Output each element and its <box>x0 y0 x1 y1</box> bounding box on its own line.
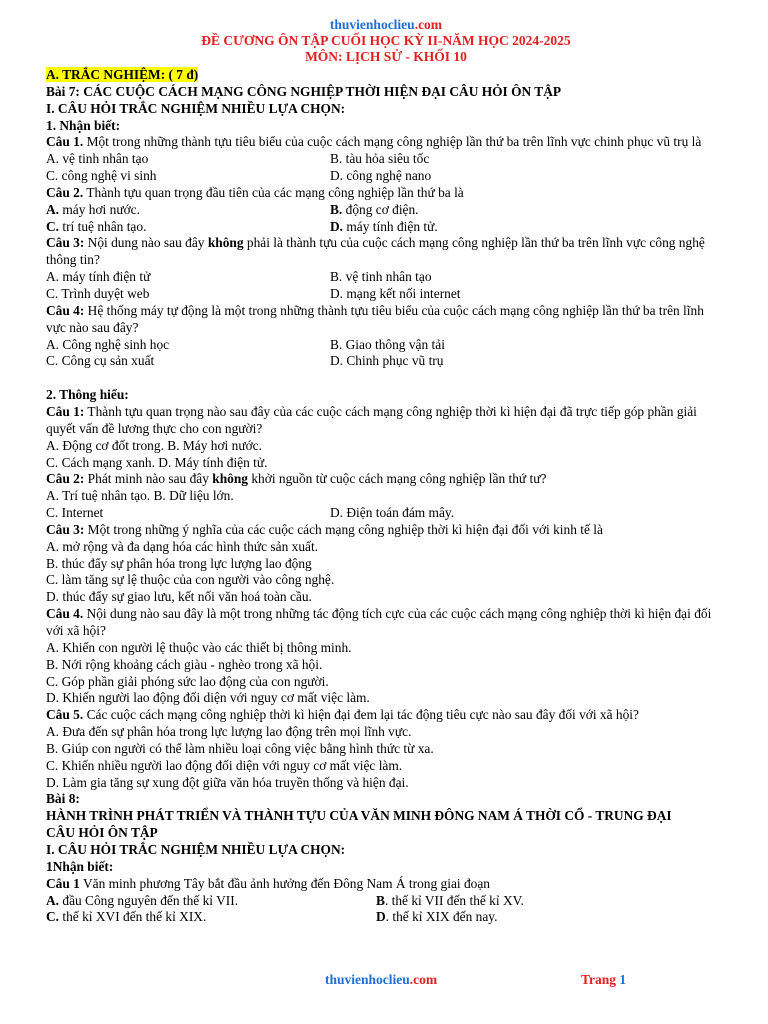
answer-letter: A. <box>46 201 60 217</box>
bai7-section: I. CÂU HỎI TRẮC NGHIỆM NHIỀU LỰA CHỌN: <box>46 100 346 116</box>
answer-b: B. thúc đẩy sự phân hóa trong lực lượng lao động <box>46 555 312 571</box>
answer-row <box>46 151 726 168</box>
answer-b: động cơ điện. <box>342 201 419 217</box>
question-label: Câu 3: <box>46 235 85 251</box>
question-text: Thành tựu quan trọng nào sau đây của các cuộc cách mạng công nghiệp thời kì hiện đại đã trực tiếp góp phần giải quyết vấn đề lương thực cho con người? <box>46 404 697 436</box>
question-th-5 <box>46 707 726 724</box>
question-text: Thành tựu quan trọng đầu tiên của các mạng công nghiệp lần thứ ba là <box>83 184 464 200</box>
answer-row <box>46 168 726 185</box>
spacer <box>46 370 726 387</box>
answer-row <box>46 219 726 236</box>
question-4 <box>46 303 726 337</box>
bai7-nhanbiet: 1. Nhận biết: <box>46 117 121 133</box>
answer-c: trí tuệ nhân tạo. <box>59 218 147 234</box>
answer-c: thế kỉ XVI đến thế kỉ XIX. <box>59 909 207 925</box>
question-3 <box>46 235 726 269</box>
question-label: Câu 2: <box>46 471 85 487</box>
question-th-4 <box>46 606 726 640</box>
answer-a: A. Khiến con người lệ thuộc vào các thiết bị thông minh. <box>46 639 352 655</box>
answer-d: D. Khiến người lao động đối diện với nguy cơ mất việc làm. <box>46 690 370 706</box>
footer-site-name[interactable]: thuvienhoclieu <box>325 972 410 987</box>
answer-d: D. Điện toán đám mây. <box>330 505 455 521</box>
question-th-2 <box>46 471 726 488</box>
question-label: Câu 1 <box>46 875 80 891</box>
question-text: Nội dung nào sau đây <box>84 235 208 251</box>
bai8-label: Bài 8: <box>46 791 80 807</box>
question-text: Phát minh nào sau đây <box>84 471 213 487</box>
answer-c: C. Công cụ sản xuất <box>46 353 155 369</box>
answer-a: A. vệ tinh nhân tạo <box>46 151 149 167</box>
question-label: Câu 4: <box>46 302 85 318</box>
answer-c: C. Khiến nhiều người lao động đối diện với nguy cơ mất việc làm. <box>46 757 403 773</box>
answer-row <box>46 353 726 370</box>
page-label: Trang <box>581 972 620 987</box>
answer-a: A. mở rộng và đa dạng hóa các hình thức sản xuất. <box>46 538 319 554</box>
question-text: phải là thành tựu của cuộc cách mạng công nghiệp lần thứ ba trên lĩnh vực công nghệ thông tin? <box>46 235 705 268</box>
answer-letter: A. <box>46 892 60 908</box>
question-label: Câu 5. <box>46 707 84 723</box>
answer-c: C. Internet <box>46 505 104 521</box>
answer-c: C. làm tăng sự lệ thuộc của con người vào công nghệ. <box>46 572 335 588</box>
page-number <box>581 972 626 988</box>
question-text: Một trong những ý nghĩa của các cuộc cách mạng công nghiệp thời kì hiện đại đối với kinh tế là <box>84 521 603 537</box>
question-th-1 <box>46 404 726 438</box>
answer-d: D. thúc đẩy sự giao lưu, kết nối văn hoá toàn cầu. <box>46 589 312 605</box>
question-text: Một trong những thành tựu tiêu biểu của cuộc cách mạng công nghiệp lần thứ ba trên lĩnh vực chinh phục vũ trụ là <box>83 134 702 150</box>
answer-d: D. Chinh phục vũ trụ <box>330 353 444 369</box>
answer-letter: D. <box>330 218 344 234</box>
question-text: Nội dung nào sau đây là một trong những tác động tích cực của các cuộc cách mạng công nghiệp thời kì hiện đại đối với xã hội? <box>46 606 712 638</box>
answer-b: B. tàu hỏa siêu tốc <box>330 151 430 167</box>
question-text: khởi nguồn từ cuộc cách mạng công nghiệp lần thứ tư? <box>248 471 547 487</box>
question-label: Câu 4. <box>46 606 84 622</box>
bai8-nhanbiet: 1Nhận biết: <box>46 858 114 874</box>
keyword-khong: không <box>212 471 248 487</box>
answer-letter: C. <box>46 218 60 234</box>
question-label: Câu 1. <box>46 134 84 150</box>
answer-row <box>46 505 726 522</box>
answer-b: B. vệ tinh nhân tạo <box>330 269 432 285</box>
answer-d: D. Làm gia tăng sự xung đột giữa văn hóa truyền thống và hiện đại. <box>46 774 409 790</box>
question-text: Các cuộc cách mạng công nghiệp thời kì hiện đại đem lại tác động tiêu cực nào sau đây đối với xã hội? <box>83 707 639 723</box>
answer-c: C. công nghệ vi sinh <box>46 168 157 184</box>
bai7-title: Bài 7: CÁC CUỘC CÁCH MẠNG CÔNG NGHIỆP THỜI HIỆN ĐẠI CÂU HỎI ÔN TẬP <box>46 83 562 99</box>
answer-b: B. Giao thông vận tải <box>330 336 445 352</box>
answer-letter: D <box>376 909 386 925</box>
answer-letter: B <box>376 892 385 908</box>
bai8-question-1 <box>46 876 726 893</box>
answer-d: . thế kỉ XIX đến nay. <box>385 909 498 925</box>
footer-site-domain[interactable]: .com <box>409 972 438 987</box>
answer-ab: A. Động cơ đốt trong. B. Máy hơi nước. <box>46 437 262 453</box>
document-title: ĐỀ CƯƠNG ÔN TẬP CUỐI HỌC KỲ II-NĂM HỌC 2024-2025 <box>201 33 571 48</box>
question-label: Câu 3: <box>46 521 85 537</box>
answer-a: A. Công nghệ sinh học <box>46 336 170 352</box>
bai8-title: HÀNH TRÌNH PHÁT TRIỂN VÀ THÀNH TỰU CỦA VĂN MINH ĐÔNG NAM Á THỜI CỔ - TRUNG ĐẠI <box>46 808 672 824</box>
document-page <box>46 16 726 926</box>
site-domain[interactable]: .com <box>414 17 443 32</box>
answer-b: B. Giúp con người có thể làm nhiều loại công việc bằng hình thức từ xa. <box>46 740 434 756</box>
subject-title: MÔN: LỊCH SỬ - KHỐI 10 <box>305 49 467 64</box>
answer-a: đầu Công nguyên đến thế kỉ VII. <box>59 892 239 908</box>
page-num: 1 <box>619 972 627 987</box>
bai8-section: I. CÂU HỎI TRẮC NGHIỆM NHIỀU LỰA CHỌN: <box>46 841 346 857</box>
answer-d: D. công nghệ nano <box>330 168 432 184</box>
answer-ab: A. Trí tuệ nhân tạo. B. Dữ liệu lớn. <box>46 488 234 504</box>
question-label: Câu 1: <box>46 404 85 420</box>
question-label: Câu 2. <box>46 184 84 200</box>
part-a-heading: A. TRẮC NGHIỆM: ( 7 đ) <box>46 67 199 82</box>
answer-a: A. Đưa đến sự phân hóa trong lực lượng lao động trên mọi lĩnh vực. <box>46 724 412 740</box>
site-header[interactable] <box>46 16 726 33</box>
site-name[interactable]: thuvienhoclieu <box>329 17 415 32</box>
answer-a: A. máy tính điện tử <box>46 269 151 285</box>
answer-cd: C. Cách mạng xanh. D. Máy tính điện tử. <box>46 454 268 470</box>
question-th-3 <box>46 522 726 539</box>
answer-c: C. Góp phần giải phóng sức lao động của con người. <box>46 673 329 689</box>
question-text: Văn minh phương Tây bắt đầu ảnh hưởng đến Đông Nam Á trong giai đoạn <box>79 875 490 891</box>
bai7-thonghieu: 2. Thông hiểu: <box>46 387 129 403</box>
question-1 <box>46 134 726 151</box>
bai8-review: CÂU HỎI ÔN TẬP <box>46 825 158 841</box>
answer-b: B. Nới rộng khoảng cách giàu - nghèo trong xã hội. <box>46 656 323 672</box>
answer-letter: B. <box>330 201 343 217</box>
keyword-khong: không <box>207 235 244 251</box>
answer-d: máy tính điện tử. <box>343 218 438 234</box>
answer-b: . thế kỉ VII đến thế kỉ XV. <box>384 892 524 908</box>
footer-site-link[interactable] <box>325 972 437 988</box>
answer-c: C. Trình duyệt web <box>46 285 150 301</box>
answer-row <box>46 893 726 910</box>
question-2 <box>46 185 726 202</box>
answer-row <box>46 269 726 286</box>
question-text: Hệ thống máy tự động là một trong những thành tựu tiêu biểu của cuộc cách mạng công nghiệp lần thứ ba trên lĩnh vực nào sau đây? <box>46 302 704 335</box>
answer-row <box>46 286 726 303</box>
answer-row <box>46 337 726 354</box>
answer-letter: C. <box>46 909 60 925</box>
answer-d: D. mạng kết nối internet <box>330 285 461 301</box>
answer-row <box>46 202 726 219</box>
answer-row <box>46 909 726 926</box>
answer-a: máy hơi nước. <box>59 201 140 217</box>
